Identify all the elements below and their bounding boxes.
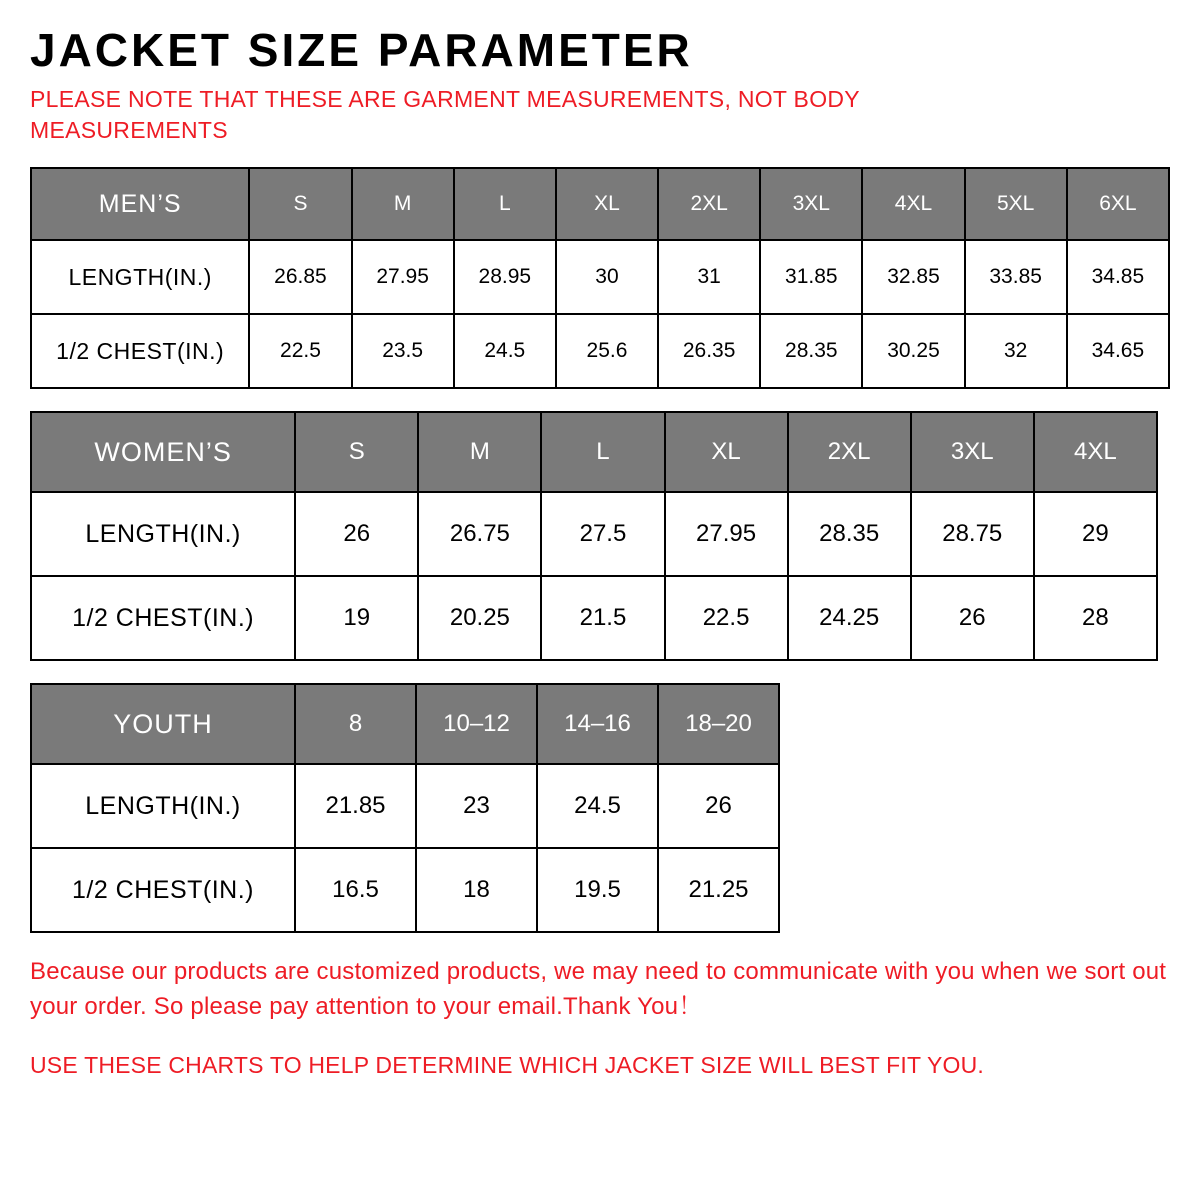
- mens-header-size: 2XL: [658, 168, 760, 240]
- youth-size-table: [30, 683, 780, 933]
- cell-value: 27.5: [541, 492, 664, 576]
- table-header-row: [31, 684, 779, 764]
- mens-header-size: XL: [556, 168, 658, 240]
- cell-value: 16.5: [295, 848, 416, 932]
- cell-value: 28.75: [911, 492, 1034, 576]
- cell-value: 18: [416, 848, 537, 932]
- table-row: [31, 240, 1169, 314]
- cell-value: 31: [658, 240, 760, 314]
- cell-value: 23.5: [352, 314, 454, 388]
- mens-header-size: M: [352, 168, 454, 240]
- mens-header-size: 6XL: [1067, 168, 1169, 240]
- cell-value: 22.5: [249, 314, 351, 388]
- page-title: JACKET SIZE PARAMETER: [30, 24, 693, 76]
- cell-value: 19.5: [537, 848, 658, 932]
- mens-header-size: L: [454, 168, 556, 240]
- cell-value: 31.85: [760, 240, 862, 314]
- cell-value: 21.85: [295, 764, 416, 848]
- row-label: 1/2 CHEST(IN.): [31, 576, 295, 660]
- cell-value: 21.25: [658, 848, 779, 932]
- table-header-row: [31, 168, 1169, 240]
- cell-value: 26.75: [418, 492, 541, 576]
- footer-line-2: USE THESE CHARTS TO HELP DETERMINE WHICH JACKET SIZE WILL BEST FIT YOU.: [30, 1051, 984, 1078]
- measurement-note: PLEASE NOTE THAT THESE ARE GARMENT MEASUREMENTS, NOT BODY MEASUREMENTS: [30, 86, 860, 143]
- table-row: [31, 492, 1157, 576]
- table-row: [31, 314, 1169, 388]
- cell-value: 33.85: [965, 240, 1067, 314]
- row-label: 1/2 CHEST(IN.): [31, 314, 249, 388]
- row-label: 1/2 CHEST(IN.): [31, 848, 295, 932]
- cell-value: 24.25: [788, 576, 911, 660]
- womens-header-size: S: [295, 412, 418, 492]
- womens-size-table: [30, 411, 1158, 661]
- cell-value: 20.25: [418, 576, 541, 660]
- row-label: LENGTH(IN.): [31, 240, 249, 314]
- womens-header-size: M: [418, 412, 541, 492]
- row-label: LENGTH(IN.): [31, 492, 295, 576]
- cell-value: 21.5: [541, 576, 664, 660]
- cell-value: 28.35: [760, 314, 862, 388]
- cell-value: 28: [1034, 576, 1157, 660]
- womens-header-size: 2XL: [788, 412, 911, 492]
- mens-header-size: 4XL: [862, 168, 964, 240]
- mens-header-size: 3XL: [760, 168, 862, 240]
- womens-header-label: WOMEN’S: [31, 412, 295, 492]
- cell-value: 28.95: [454, 240, 556, 314]
- cell-value: 30.25: [862, 314, 964, 388]
- table-header-row: [31, 412, 1157, 492]
- cell-value: 26.85: [249, 240, 351, 314]
- table-row: [31, 576, 1157, 660]
- row-label: LENGTH(IN.): [31, 764, 295, 848]
- mens-header-label: MEN’S: [31, 168, 249, 240]
- cell-value: 24.5: [537, 764, 658, 848]
- cell-value: 26: [658, 764, 779, 848]
- cell-value: 23: [416, 764, 537, 848]
- table-row: [31, 764, 779, 848]
- cell-value: 19: [295, 576, 418, 660]
- cell-value: 34.85: [1067, 240, 1169, 314]
- cell-value: 22.5: [665, 576, 788, 660]
- womens-header-size: XL: [665, 412, 788, 492]
- womens-header-size: 4XL: [1034, 412, 1157, 492]
- footer-notes: [30, 955, 1170, 1082]
- youth-header-label: YOUTH: [31, 684, 295, 764]
- cell-value: 32.85: [862, 240, 964, 314]
- cell-value: 29: [1034, 492, 1157, 576]
- mens-header-size: 5XL: [965, 168, 1067, 240]
- cell-value: 27.95: [665, 492, 788, 576]
- cell-value: 26.35: [658, 314, 760, 388]
- table-row: [31, 848, 779, 932]
- womens-header-size: L: [541, 412, 664, 492]
- cell-value: 26: [911, 576, 1034, 660]
- mens-header-size: S: [249, 168, 351, 240]
- youth-header-size: 8: [295, 684, 416, 764]
- cell-value: 30: [556, 240, 658, 314]
- cell-value: 28.35: [788, 492, 911, 576]
- cell-value: 25.6: [556, 314, 658, 388]
- cell-value: 32: [965, 314, 1067, 388]
- womens-header-size: 3XL: [911, 412, 1034, 492]
- cell-value: 26: [295, 492, 418, 576]
- cell-value: 34.65: [1067, 314, 1169, 388]
- cell-value: 24.5: [454, 314, 556, 388]
- cell-value: 27.95: [352, 240, 454, 314]
- youth-header-size: 18–20: [658, 684, 779, 764]
- youth-header-size: 10–12: [416, 684, 537, 764]
- mens-size-table: [30, 167, 1170, 389]
- footer-line-1: Because our products are customized products, we may need to communicate with you when we sort out your order. So please pay attention to your email.Thank You！: [30, 958, 1167, 1020]
- youth-header-size: 14–16: [537, 684, 658, 764]
